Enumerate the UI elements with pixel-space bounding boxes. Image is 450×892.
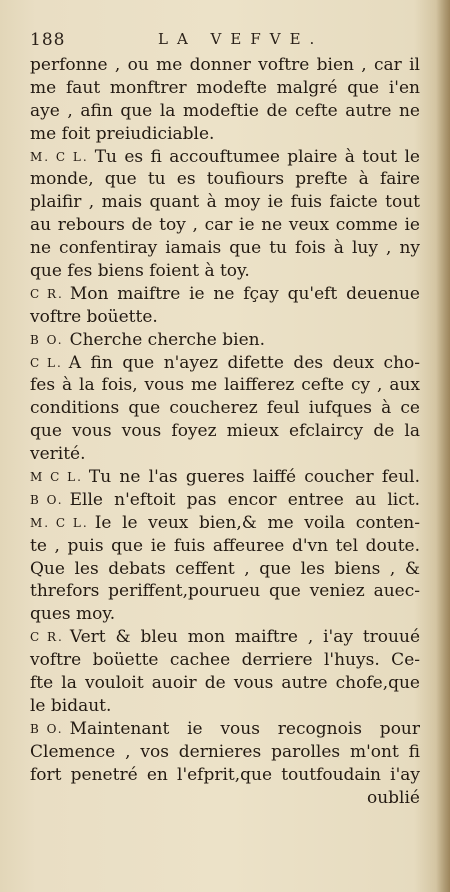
- speaker-label: M C L.: [30, 470, 83, 485]
- text-line: [30, 123, 420, 146]
- line-text: conditions que coucherez feul iufques à ce: [30, 398, 420, 419]
- text-line: [30, 420, 420, 443]
- speaker-label: C R.: [30, 286, 64, 301]
- text-line: [30, 512, 420, 535]
- text-line: [30, 580, 420, 603]
- text-line: [30, 283, 420, 306]
- line-text: Tu es fi accouftumee plaire à tout le: [94, 146, 420, 167]
- line-text: oublié: [366, 787, 420, 808]
- text-line: [30, 787, 420, 810]
- running-title: LA VEFVE.: [158, 30, 324, 48]
- text-line: [30, 397, 420, 420]
- text-line: [30, 77, 420, 100]
- text-line: [30, 535, 420, 558]
- text-line: [30, 649, 420, 672]
- text-line: [30, 695, 420, 718]
- line-text: A fin que n'ayez difette des deux cho-: [68, 352, 420, 373]
- line-text: Mon maiftre ie ne fçay qu'eft deuenue: [69, 283, 420, 304]
- line-text: au rebours de toy , car ie ne veux comme ie: [30, 215, 420, 236]
- text-line: [30, 603, 420, 626]
- speaker-label: B O.: [30, 332, 64, 347]
- speaker-label: C L.: [30, 355, 63, 370]
- line-text: Maintenant ie vous recognois pour: [69, 718, 420, 739]
- line-text: voftre boüette.: [30, 306, 158, 327]
- text-line: [30, 374, 420, 397]
- speaker-label: B O.: [30, 492, 64, 507]
- line-text: me faut monftrer modefte malgré que i'en: [30, 77, 420, 98]
- text-line: [30, 443, 420, 466]
- line-text: Cherche cherche bien.: [69, 329, 265, 350]
- speaker-label: M. C L.: [30, 149, 89, 164]
- line-text: voftre boüette cachee derriere l'huys. Ce-: [30, 650, 420, 671]
- text-block: [30, 54, 420, 809]
- speaker-label: M. C L.: [30, 515, 89, 530]
- speaker-label: C R.: [30, 630, 64, 645]
- line-text: ne confentiray iamais que tu fois à luy , ny: [30, 238, 420, 259]
- page-gutter-shadow: [436, 0, 450, 892]
- line-text: Tu ne l'as gueres laiffé coucher feul.: [88, 467, 420, 488]
- text-line: [30, 626, 420, 649]
- text-line: [30, 329, 420, 352]
- line-text: que fes biens foient à toy.: [30, 261, 250, 282]
- line-text: le bidaut.: [30, 695, 112, 716]
- line-text: Vert & bleu mon maiftre , i'ay trouué: [69, 627, 420, 648]
- line-text: aye , afin que la modeftie de cefte autre ne: [30, 100, 420, 121]
- line-text: threfors periffent,pourueu que veniez auec-: [30, 581, 420, 602]
- line-text: fte la vouloit auoir de vous autre chofe,que: [30, 673, 420, 694]
- text-line: [30, 260, 420, 283]
- line-text: Que les debats ceffent , que les biens , &: [30, 558, 420, 579]
- line-text: monde, que tu es toufiours prefte à faire: [30, 169, 420, 190]
- line-text: Ie le veux bien,& me voila conten-: [94, 512, 420, 533]
- text-line: [30, 54, 420, 77]
- text-line: [30, 237, 420, 260]
- text-line: [30, 718, 420, 741]
- text-line: [30, 306, 420, 329]
- line-text: que vous vous foyez mieux efclaircy de la: [30, 421, 420, 442]
- line-text: te , puis que ie fuis affeuree d'vn tel doute.: [30, 535, 420, 556]
- text-line: [30, 352, 420, 375]
- line-text: verité.: [30, 444, 86, 465]
- line-text: Clemence , vos dernieres parolles m'ont fi: [30, 741, 420, 762]
- page-header: [30, 30, 420, 52]
- text-line: [30, 489, 420, 512]
- line-text: plaifir , mais quant à moy ie fuis faicte tout: [30, 192, 420, 213]
- text-line: [30, 168, 420, 191]
- text-line: [30, 764, 420, 787]
- text-line: [30, 100, 420, 123]
- text-line: [30, 672, 420, 695]
- text-line: [30, 146, 420, 169]
- speaker-label: B O.: [30, 721, 64, 736]
- text-line: [30, 466, 420, 489]
- line-text: me foit preiudiciable.: [30, 123, 215, 144]
- page-number: 188: [30, 30, 66, 50]
- line-text: fort penetré en l'efprit,que toutfoudain i'ay: [30, 764, 420, 785]
- line-text: fes à la fois, vous me laifferez cefte cy , aux: [30, 375, 420, 396]
- text-line: [30, 191, 420, 214]
- text-line: [30, 558, 420, 581]
- text-line: [30, 214, 420, 237]
- line-text: Elle n'eftoit pas encor entree au lict.: [69, 489, 420, 510]
- line-text: ques moy.: [30, 604, 116, 625]
- text-line: [30, 741, 420, 764]
- line-text: perfonne , ou me donner voftre bien , car il: [30, 55, 420, 75]
